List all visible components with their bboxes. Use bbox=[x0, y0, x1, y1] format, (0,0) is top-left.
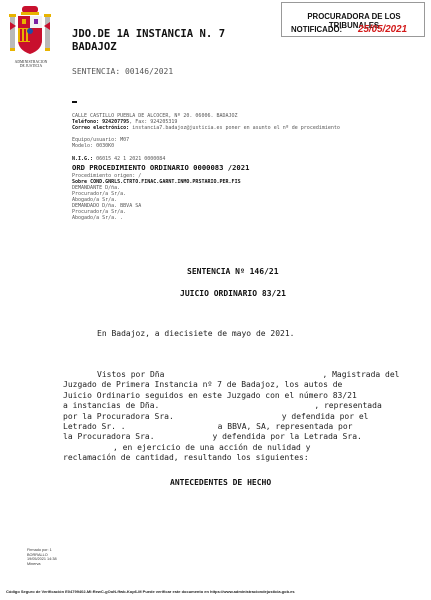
text-fragment: y defendida por la Letrada Sra. bbox=[212, 432, 362, 441]
email-value: instancia7.badajoz@justicia.es poner en asunto el nº de procedimiento bbox=[129, 125, 340, 131]
redacted-space bbox=[63, 449, 113, 450]
equipo-usuario: Equipo/usuario: M07 bbox=[72, 137, 130, 143]
section-heading: ANTECEDENTES DE HECHO bbox=[170, 478, 272, 487]
court-address: CALLE CASTILLO PUEBLA DE ALCOCER, Nº 20. 06006. BADAJOZ bbox=[72, 113, 238, 119]
text-fragment: y defendida por el bbox=[281, 412, 369, 421]
crest-caption: ADMINISTRACION DE JUSTICIA bbox=[14, 60, 48, 69]
paragraph-line bbox=[63, 443, 310, 452]
email-label: Correo electrónico: bbox=[72, 125, 130, 131]
text-fragment: , representada bbox=[314, 401, 382, 410]
paragraph-line: Juzgado de Primera Instancia nº 7 de Badajoz, los autos de bbox=[63, 380, 343, 389]
text-fragment: Letrado Sr. . bbox=[63, 422, 126, 431]
text-fragment: Vistos por Dña bbox=[97, 370, 165, 379]
fax: , Fax: 924205319 bbox=[129, 119, 178, 125]
stamp-date: 25/05/2021 bbox=[358, 24, 408, 35]
trial-title: JUICIO ORDINARIO 83/21 bbox=[180, 289, 286, 298]
redacted-space bbox=[174, 418, 282, 419]
nig-label: N.I.G.: bbox=[72, 156, 94, 162]
text-fragment: , en ejercicio de una acción de nulidad y bbox=[113, 443, 311, 452]
text-fragment: a instancias de Dña. bbox=[63, 401, 160, 410]
date-line: En Badajoz, a diecisiete de mayo de 2021. bbox=[97, 329, 295, 338]
redacted-space bbox=[164, 376, 322, 377]
abogado-demandante: Abogado/a Sr/a. bbox=[72, 197, 118, 203]
phone: Teléfono: 924207795 bbox=[72, 119, 130, 125]
stamp-label: NOTIFICADO: bbox=[291, 25, 343, 34]
procurador-demandado: Procurador/a Sr/a. bbox=[72, 209, 127, 215]
stamp-title: PROCURADORA DE LOS TRIBUNALES bbox=[307, 12, 401, 30]
email-line bbox=[72, 125, 340, 132]
text-fragment: , Magistrada del bbox=[322, 370, 400, 379]
notification-stamp bbox=[281, 2, 425, 37]
paragraph-line: Juicio Ordinario seguidos en este Juzgado con el número 83/21 bbox=[63, 391, 357, 400]
abogado-demandado: Abogado/a Sr/a. . bbox=[72, 215, 124, 221]
sentence-reference: SENTENCIA: 00146/2021 bbox=[72, 67, 174, 76]
redacted-space bbox=[126, 428, 218, 429]
redacted-space bbox=[155, 438, 213, 439]
sobre-value: COND.GNRLS.CTRTO.FINAC.GARNT.INMO.PRSTARIO.PER.FIS bbox=[87, 179, 241, 185]
procurador-demandante: Procurador/a Sr/a. bbox=[72, 191, 127, 197]
paragraph-line bbox=[63, 432, 362, 441]
paragraph-line: reclamación de cantidad, resultando los siguientes: bbox=[63, 453, 309, 462]
court-city: BADAJOZ bbox=[72, 41, 117, 53]
modelo: Modelo: 0030K0 bbox=[72, 143, 115, 149]
text-fragment: a BBVA, SA, representada por bbox=[217, 422, 353, 431]
procedure-origin: Procedimiento origen: / bbox=[72, 173, 142, 179]
paragraph-line bbox=[63, 412, 368, 421]
demandado: DEMANDADO D/ña. BBVA SA bbox=[72, 203, 142, 209]
redacted-space bbox=[159, 407, 314, 408]
spain-coat-of-arms-icon bbox=[8, 4, 52, 62]
text-fragment: la Procuradora Sra. bbox=[63, 432, 155, 441]
paragraph-line bbox=[97, 370, 400, 379]
sobre-label: Sobre bbox=[72, 179, 88, 185]
separator-dash bbox=[72, 101, 77, 103]
demandante: DEMANDANTE D/ña. bbox=[72, 185, 121, 191]
sentence-title: SENTENCIA Nº 146/21 bbox=[187, 267, 279, 276]
nig-value: 06015 42 1 2021 0000084 bbox=[93, 156, 166, 162]
court-name: JDO.DE 1A INSTANCIA N. 7 bbox=[72, 28, 226, 40]
paragraph-line bbox=[63, 422, 352, 431]
signature-note: Firmado por: 1 BORRALLO 19/05/2021 14:38 Minerva bbox=[27, 548, 57, 566]
text-fragment: por la Procuradora Sra. bbox=[63, 412, 174, 421]
paragraph-line bbox=[63, 401, 382, 410]
nig-line bbox=[72, 156, 165, 163]
verification-footer: Código Seguro de Verificación E04799402-MI:RewC-gOoN-ffwb-Kop6-M Puede verificar este documento en https://www.administraciondejusticia.gob.es bbox=[6, 589, 295, 594]
procedure-title: ORD PROCEDIMIENTO ORDINARIO 0000083 /2021 bbox=[72, 163, 250, 172]
